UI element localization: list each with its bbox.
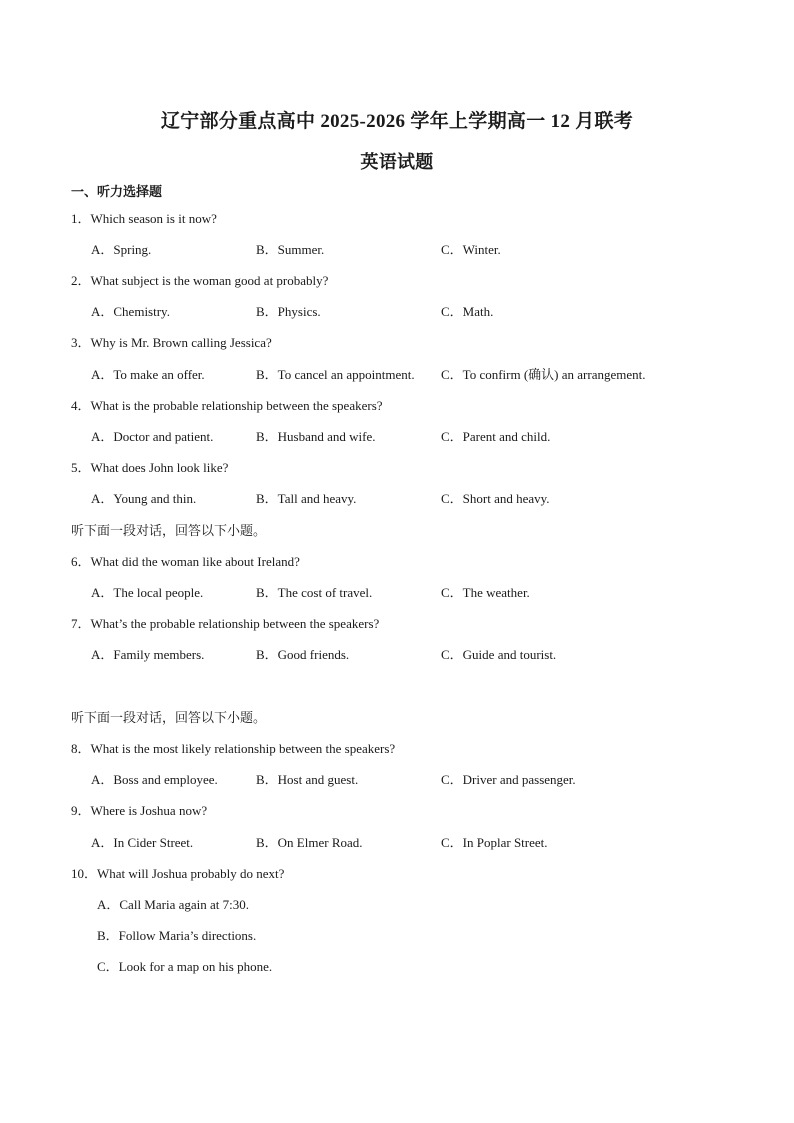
q8-option-b: B．Host and guest. [256, 772, 359, 787]
q6-option-a: A．The local people. [91, 585, 204, 600]
q5-option-a: A．Young and thin. [91, 491, 197, 506]
question-4: 4．What is the probable relationship between the speakers? [71, 398, 383, 413]
question-3: 3．Why is Mr. Brown calling Jessica? [71, 335, 272, 350]
document-subtitle: 英语试题 [360, 152, 434, 172]
document-title: 辽宁部分重点高中 2025-2026 学年上学期高一 12 月联考 [160, 111, 634, 132]
q4-option-b: B．Husband and wife. [256, 429, 376, 444]
q3-option-b: B．To cancel an appointment. [256, 367, 415, 382]
q2-option-b: B．Physics. [256, 304, 321, 319]
q10-option-b: B．Follow Maria’s directions. [97, 928, 257, 943]
q6-option-c: C．The weather. [441, 585, 530, 600]
question-5: 5．What does John look like? [71, 460, 229, 475]
q1-option-a: A．Spring. [91, 242, 152, 257]
q2-option-c: C．Math. [441, 304, 494, 319]
q5-option-c: C．Short and heavy. [441, 491, 550, 506]
instruction-note-1: 听下面一段对话，回答以下小题。 [71, 523, 267, 538]
question-8: 8．What is the most likely relationship between the speakers? [71, 741, 396, 756]
q8-option-c: C．Driver and passenger. [441, 772, 576, 787]
q9-option-a: A．In Cider Street. [91, 835, 194, 850]
q8-option-a: A．Boss and employee. [91, 772, 218, 787]
q9-option-c: C．In Poplar Street. [441, 835, 548, 850]
q3-option-a: A．To make an offer. [91, 367, 205, 382]
q6-option-b: B．The cost of travel. [256, 585, 373, 600]
q1-option-b: B．Summer. [256, 242, 325, 257]
question-10: 10．What will Joshua probably do next? [71, 866, 285, 881]
question-1: 1．Which season is it now? [71, 211, 217, 226]
section-heading: 一、听力选择题 [71, 184, 163, 199]
q10-option-a: A．Call Maria again at 7:30. [97, 897, 249, 912]
q7-option-c: C．Guide and tourist. [441, 647, 557, 662]
q4-option-a: A．Doctor and patient. [91, 429, 214, 444]
question-6: 6．What did the woman like about Ireland? [71, 554, 300, 569]
q1-option-c: C．Winter. [441, 242, 501, 257]
instruction-note-2: 听下面一段对话，回答以下小题。 [71, 710, 267, 725]
q10-option-c: C．Look for a map on his phone. [97, 959, 273, 974]
question-2: 2．What subject is the woman good at probably? [71, 273, 329, 288]
q2-option-a: A．Chemistry. [91, 304, 170, 319]
q4-option-c: C．Parent and child. [441, 429, 551, 444]
question-7: 7．What’s the probable relationship between the speakers? [71, 616, 380, 631]
question-9: 9．Where is Joshua now? [71, 803, 208, 818]
q3-option-c: C．To confirm (确认) an arrangement. [441, 367, 646, 382]
q5-option-b: B．Tall and heavy. [256, 491, 357, 506]
q7-option-a: A．Family members. [91, 647, 205, 662]
q7-option-b: B．Good friends. [256, 647, 350, 662]
q9-option-b: B．On Elmer Road. [256, 835, 363, 850]
